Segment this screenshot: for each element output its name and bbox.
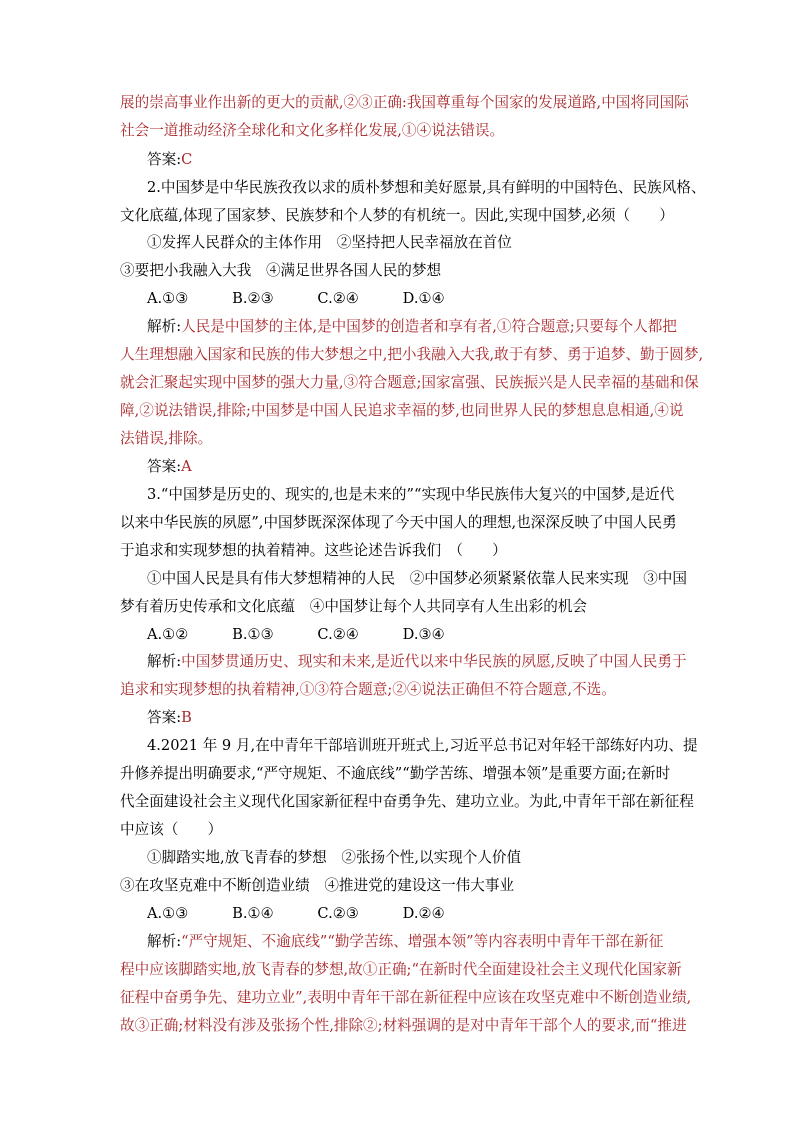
option-statements: ③要把小我融入大我 ④满足世界各国人民的梦想	[120, 262, 442, 279]
answer-line: 答案:C	[147, 151, 193, 168]
analysis-line: 解析:中国梦贯通历史、现实和未来,是近代以来中华民族的夙愿,反映了中国人民勇于	[147, 653, 687, 670]
text-line: 于追求和实现梦想的执着精神。这些论述告诉我们 （ ）	[120, 542, 507, 559]
text-line: 人生理想融入国家和民族的伟大梦想之中,把小我融入大我,敢于有梦、勇于追梦、勤于圆梦,	[120, 346, 704, 363]
text-line: 故③正确;材料没有涉及张扬个性,排除②;材料强调的是对中青年干部个人的要求,而“推进	[120, 1017, 687, 1034]
answer-choices: A.①③ B.②③ C.②④ D.①④	[147, 290, 445, 307]
text-line: 法错误,排除。	[120, 430, 213, 447]
answer-line: 答案:B	[147, 709, 192, 726]
analysis-line: 解析:人民是中国梦的主体,是中国梦的创造者和享有者,①符合题意;只要每个人都把	[147, 318, 677, 335]
text-line: 代全面建设社会主义现代化国家新征程中奋勇争先、建功立业。为此,中青年干部在新征程	[120, 793, 694, 810]
text-line: 以来中华民族的夙愿”,中国梦既深深体现了今天中国人的理想,也深深反映了中国人民勇	[120, 514, 677, 531]
text-line: 展的崇高事业作出新的更大的贡献,②③正确:我国尊重每个国家的发展道路,中国将同国际	[120, 94, 689, 111]
question-4-stem: 4.2021 年 9 月,在中青年干部培训班开班式上,习近平总书记对年轻干部练好内功、提	[147, 737, 698, 754]
text-line: 追求和实现梦想的执着精神,①③符合题意;②④说法正确但不符合题意,不选。	[120, 681, 616, 698]
option-statements: ①脚踏实地,放飞青春的梦想 ②张扬个性,以实现个人价值	[147, 849, 522, 866]
analysis-line: 解析:“严守规矩、不逾底线”“勤学苦练、增强本领”等内容表明中青年干部在新征	[147, 933, 664, 950]
question-2-stem: 2.中国梦是中华民族孜孜以求的质朴梦想和美好愿景,具有鲜明的中国特色、民族风格、	[147, 179, 706, 196]
text-line: 文化底蕴,体现了国家梦、民族梦和个人梦的有机统一。因此,实现中国梦,必须（ ）	[120, 207, 674, 224]
text-line: 障,②说法错误,排除;中国梦是中国人民追求幸福的梦,也同世界人民的梦想息息相通,④说	[120, 402, 684, 419]
option-statements: ①发挥人民群众的主体作用 ②坚持把人民幸福放在首位	[147, 234, 512, 251]
text-line: 程中应该脚踏实地,放飞青春的梦想,故①正确;“在新时代全面建设社会主义现代化国家新	[120, 961, 682, 978]
text-line: 升修养提出明确要求,“严守规矩、不逾底线”“勤学苦练、增强本领”是重要方面;在新时	[120, 765, 671, 782]
answer-choices: A.①② B.①③ C.②④ D.③④	[147, 626, 445, 643]
option-statements: ③在攻坚克难中不断创造业绩 ④推进党的建设这一伟大事业	[120, 877, 515, 894]
answer-choices: A.①③ B.①④ C.②③ D.②④	[147, 905, 445, 922]
question-3-stem: 3.“中国梦是历史的、现实的,也是未来的”“实现中华民族伟大复兴的中国梦,是近代	[147, 486, 675, 503]
text-line: 征程中奋勇争先、建功立业”,表明中青年干部在新征程中应该在攻坚克难中不断创造业绩,	[120, 989, 692, 1006]
text-line: 社会一道推动经济全球化和文化多样化发展,①④说法错误。	[120, 122, 505, 139]
option-statements: ①中国人民是具有伟大梦想精神的人民 ②中国梦必须紧紧依靠人民来实现 ③中国	[147, 570, 687, 587]
text-line: 就会汇聚起实现中国梦的强大力量,③符合题意;国家富强、民族振兴是人民幸福的基础和保	[120, 374, 699, 391]
answer-line: 答案:A	[147, 458, 192, 475]
text-line: 中应该（ ）	[120, 821, 223, 838]
option-statements: 梦有着历史传承和文化底蕴 ④中国梦让每个人共同享有人生出彩的机会	[120, 598, 588, 615]
